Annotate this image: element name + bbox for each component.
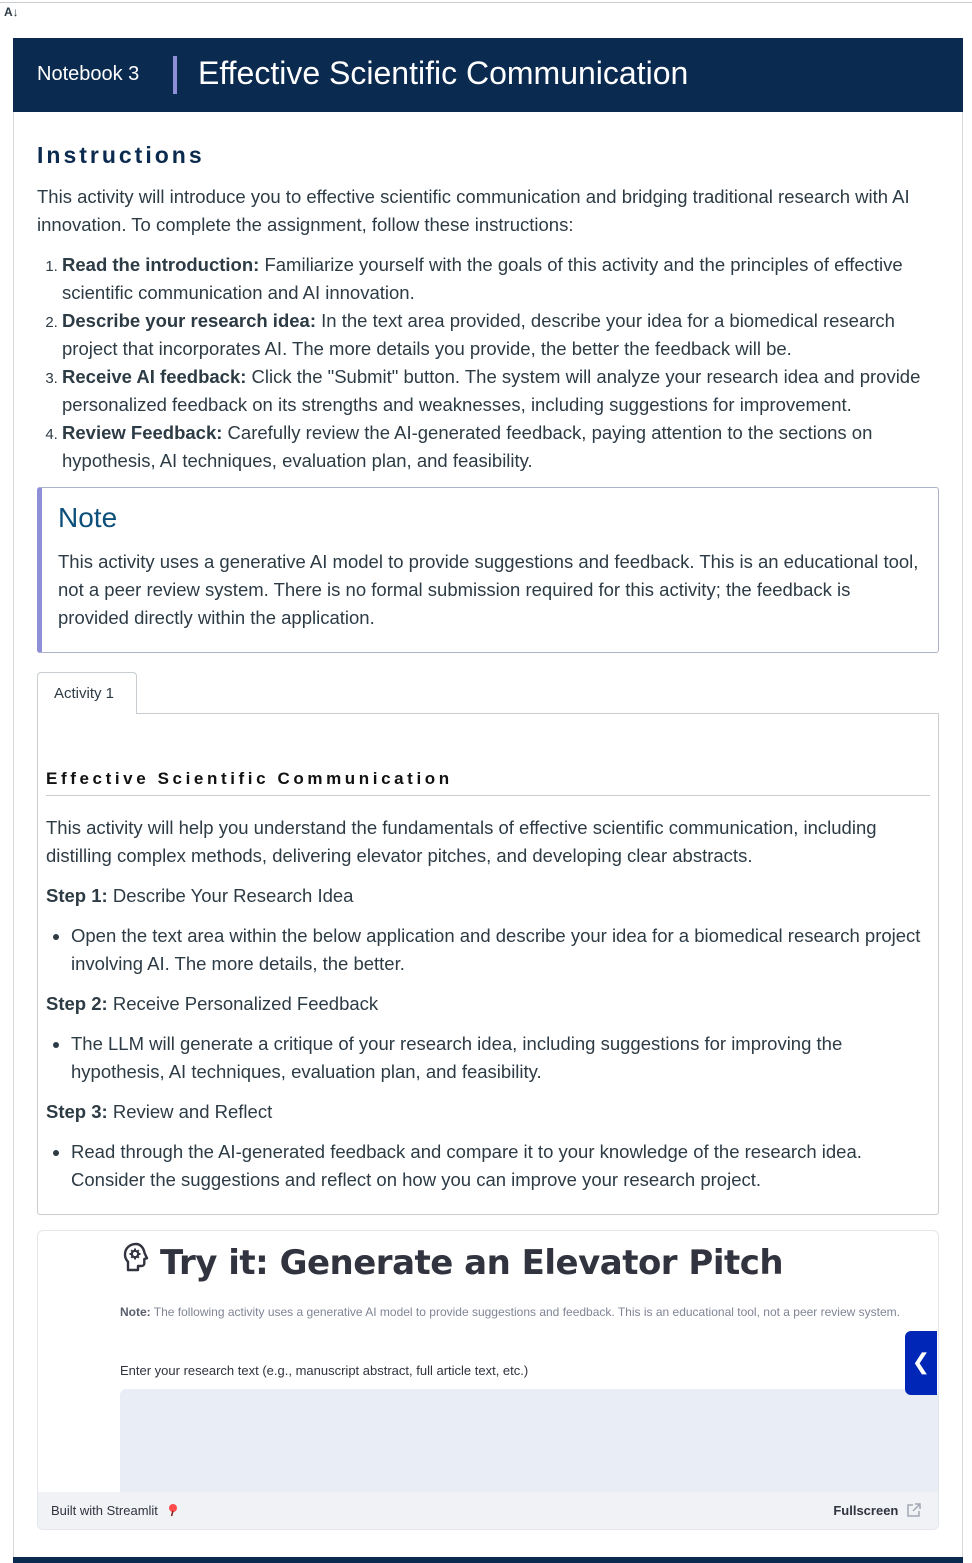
activity-step-bullets xyxy=(46,1138,930,1194)
streamlit-footer xyxy=(38,1492,938,1529)
list-item: • Read through the AI-generated feedback and compare it to your knowledge of the research idea. Consider the suggestions and reflect on how you can improve your research project. xyxy=(71,1138,930,1194)
instruction-step: 4. Review Feedback: Carefully review the AI-generated feedback, paying attention to the sections on hypothesis, AI techniques, evaluation plan, and feasibility. xyxy=(62,419,939,475)
sidebar-collapse-button[interactable]: ❮ xyxy=(905,1331,937,1395)
research-text-label: Enter your research text (e.g., manuscript abstract, full article text, etc.) xyxy=(120,1363,529,1378)
list-item: • The LLM will generate a critique of your research idea, including suggestions for improving the hypothesis, AI techniques, evaluation plan, and feasibility. xyxy=(71,1030,930,1086)
instruction-step: 1. Read the introduction: Familiarize yourself with the goals of this activity and the principles of effective scientific communication and AI innovation. xyxy=(62,251,939,307)
notebook-banner xyxy=(13,38,963,112)
note-title: Note xyxy=(58,502,118,533)
note-callout xyxy=(37,487,939,653)
immersive-reader-icon[interactable]: A↓ xyxy=(4,5,19,19)
activity-step-bullets xyxy=(46,922,930,978)
tab-bar xyxy=(37,672,939,714)
activity-step-title: Step 3: Review and Reflect xyxy=(46,1101,273,1122)
notebook-label: Notebook 3 xyxy=(37,63,140,85)
instruction-step: 3. Receive AI feedback: Click the "Submit" button. The system will analyze your research idea and provide personalized feedback on its strengths and weaknesses, including suggestions for improvement. xyxy=(62,363,939,419)
external-link-icon xyxy=(906,1502,922,1518)
streamlit-pin-icon xyxy=(166,1503,180,1517)
main-content xyxy=(37,112,939,1215)
instructions-heading: Instructions xyxy=(37,142,205,168)
note-text: This activity uses a generative AI model to provide suggestions and feedback. This is an educational tool, not a peer review system. There is no formal submission required for this activity; the feedback is provided directly within the application. xyxy=(58,551,919,628)
fullscreen-button[interactable]: Fullscreen xyxy=(833,1502,922,1518)
activity-step-title: Step 1: Describe Your Research Idea xyxy=(46,885,354,906)
brain-gear-icon xyxy=(120,1241,152,1282)
streamlit-app-embed xyxy=(37,1230,939,1530)
instruction-step: 2. Describe your research idea: In the text area provided, describe your idea for a biomedical research project that incorporates AI. The more details you provide, the better the feedback will be. xyxy=(62,307,939,363)
tab-panel-activity-1 xyxy=(37,713,939,1215)
activity-step-title: Step 2: Receive Personalized Feedback xyxy=(46,993,379,1014)
built-with-streamlit-link[interactable]: Built with Streamlit xyxy=(51,1503,180,1518)
app-title xyxy=(120,1243,783,1283)
app-title-text: Try it: Generate an Elevator Pitch xyxy=(160,1243,784,1283)
list-item: • Open the text area within the below application and describe your idea for a biomedical research project involving AI. The more details, the better. xyxy=(71,922,930,978)
activity-heading: Effective Scientific Communication xyxy=(46,769,930,796)
research-text-input[interactable] xyxy=(120,1389,938,1499)
activity-intro: This activity will help you understand the fundamentals of effective scientific communication, including distilling complex methods, delivering elevator pitches, and developing clear abstracts. xyxy=(46,817,877,866)
instructions-list xyxy=(37,251,939,475)
page-title: Effective Scientific Communication xyxy=(198,55,689,91)
tab-activity-1[interactable]: Activity 1 xyxy=(37,672,137,714)
app-note: Note: The following activity uses a generative AI model to provide suggestions and feedback. This is an educational tool, not a peer review system. xyxy=(120,1305,900,1319)
browser-top-border xyxy=(0,2,972,3)
banner-separator xyxy=(173,56,177,94)
activity-step-bullets xyxy=(46,1030,930,1086)
bottom-banner-edge xyxy=(13,1557,963,1563)
instructions-intro: This activity will introduce you to effective scientific communication and bridging traditional research with AI innovation. To complete the assignment, follow these instructions: xyxy=(37,186,910,235)
